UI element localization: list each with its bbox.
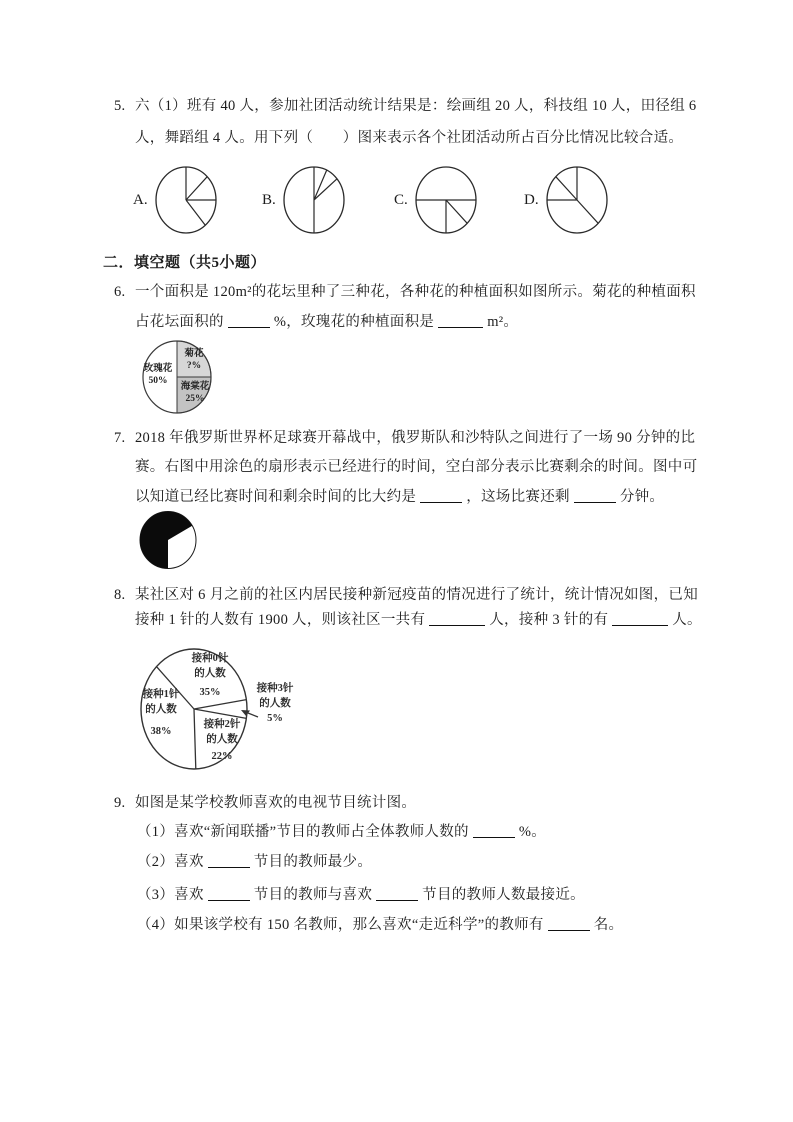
option-a bbox=[133, 163, 218, 237]
question-5-text-1: 六（1）班有 40 人，参加社团活动统计结果是：绘画组 20 人，科技组 10 人，田径组 6 bbox=[135, 98, 697, 114]
q6-label-begonia: 海棠花 25% bbox=[180, 382, 210, 404]
answer-blank bbox=[420, 489, 462, 503]
pie-option-d-icon bbox=[545, 163, 609, 237]
answer-blank bbox=[376, 887, 418, 901]
question-8-text-1: 某社区对 6 月之前的社区内居民接种新冠疫苗的情况进行了统计，统计情况如图，已知 bbox=[135, 587, 698, 603]
option-c-label: C. bbox=[394, 191, 408, 208]
q7-pie-chart bbox=[138, 510, 200, 572]
pie-option-c-icon bbox=[414, 163, 478, 237]
question-9-sub-3 bbox=[137, 883, 585, 904]
question-9-sub-4-text-a: （4）如果该学校有 150 名教师，那么喜欢“走近科学”的教师有 bbox=[137, 917, 544, 933]
question-7-text-3a: 以知道已经比赛时间和剩余时间的比大约是 bbox=[135, 489, 417, 505]
q8-label-2-doses: 接种2针 的人数 22% bbox=[203, 719, 241, 762]
option-d bbox=[524, 163, 609, 237]
option-c bbox=[394, 163, 478, 237]
question-6-text-2c: m²。 bbox=[487, 314, 519, 330]
question-5-line-2 bbox=[135, 126, 683, 147]
question-7-line-2 bbox=[135, 455, 697, 476]
option-a-label: A. bbox=[133, 191, 148, 208]
question-9-sub-3-text-a: （3）喜欢 bbox=[137, 887, 204, 903]
question-9-sub-2-text-b: 节目的教师最少。 bbox=[253, 854, 373, 870]
question-9-sub-1 bbox=[137, 820, 546, 841]
question-9-sub-3-text-b: 节目的教师与喜欢 bbox=[253, 887, 373, 903]
question-6-number: 6. bbox=[114, 284, 126, 300]
option-b-label: B. bbox=[262, 191, 276, 208]
pie-option-b-icon bbox=[282, 163, 346, 237]
question-5-text-2: 人，舞蹈组 4 人。用下列（ ）图来表示各个社团活动所占百分比情况比较合适。 bbox=[135, 130, 684, 146]
question-8-text-2b: 人，接种 3 针的有 bbox=[489, 612, 609, 628]
question-6-text-2a: 占花坛面积的 bbox=[135, 314, 224, 330]
question-9-sub-1-text-a: （1）喜欢“新闻联播”节目的教师占全体教师人数的 bbox=[137, 824, 469, 840]
option-d-label: D. bbox=[524, 191, 539, 208]
question-7-text-1: 2018 年俄罗斯世界杯足球赛开幕战中，俄罗斯队和沙特队之间进行了一场 90 分钟的比 bbox=[135, 430, 696, 446]
question-7-line-3 bbox=[135, 485, 664, 506]
question-7-text-3c: 分钟。 bbox=[619, 489, 665, 505]
answer-blank bbox=[473, 824, 515, 838]
option-b bbox=[262, 163, 346, 237]
question-7-number: 7. bbox=[114, 430, 126, 446]
question-8-text-2a: 接种 1 针的人数有 1900 人，则该社区一共有 bbox=[135, 612, 426, 628]
q8-vaccine-pie-figure bbox=[120, 645, 335, 780]
question-7-text-3b: ，这场比赛还剩 bbox=[466, 489, 570, 505]
question-6-text-1: 一个面积是 120m²的花坛里种了三种花，各种花的种植面积如图所示。菊花的种植面积 bbox=[135, 284, 696, 300]
question-5-line-1 bbox=[114, 94, 696, 115]
question-9-sub-2 bbox=[137, 850, 372, 871]
q8-label-1-dose: 接种1针 的人数 38% bbox=[142, 689, 180, 737]
question-6-line-2 bbox=[135, 310, 518, 331]
question-9-number: 9. bbox=[114, 795, 126, 811]
question-9-sub-4 bbox=[137, 913, 623, 934]
question-8-text-2c: 人。 bbox=[672, 612, 702, 628]
question-8-line-1 bbox=[114, 583, 698, 604]
answer-blank bbox=[574, 489, 616, 503]
q8-label-3-doses: 接种3针 的人数 5% bbox=[256, 683, 294, 724]
question-6-line-1 bbox=[114, 280, 696, 301]
question-9-intro: 如图是某学校教师喜欢的电视节目统计图。 bbox=[135, 795, 417, 811]
q8-label-0-doses: 接种0针 的人数 35% bbox=[191, 653, 229, 698]
q7-time-pie-figure bbox=[138, 510, 200, 572]
question-7-text-2: 赛。右图中用涂色的扇形表示已经进行的时间，空白部分表示比赛剩余的时间。图中可 bbox=[135, 459, 698, 475]
answer-blank bbox=[438, 314, 483, 328]
answer-blank bbox=[208, 887, 250, 901]
question-9-sub-3-text-c: 节目的教师人数最接近。 bbox=[422, 887, 585, 903]
question-5-number: 5. bbox=[114, 98, 126, 114]
q6-label-chrysanthemum: 菊花 ?% bbox=[184, 349, 204, 371]
question-9-line-1 bbox=[114, 791, 416, 812]
q6-flower-pie-figure bbox=[138, 338, 218, 418]
question-9-sub-4-text-b: 名。 bbox=[593, 917, 624, 933]
answer-blank bbox=[228, 314, 270, 328]
answer-blank bbox=[429, 612, 485, 626]
question-6-text-2b: %，玫瑰花的种植面积是 bbox=[273, 314, 435, 330]
question-7-line-1 bbox=[114, 426, 695, 447]
question-8-line-2 bbox=[135, 608, 702, 629]
pie-option-a-icon bbox=[154, 163, 218, 237]
section-2-header: 二．填空题（共5小题） bbox=[103, 255, 267, 271]
question-9-sub-1-text-b: %。 bbox=[518, 824, 547, 840]
answer-blank bbox=[548, 917, 590, 931]
question-9-sub-2-text-a: （2）喜欢 bbox=[137, 854, 204, 870]
q6-label-rose: 玫瑰花 50% bbox=[143, 364, 173, 386]
answer-blank bbox=[208, 854, 250, 868]
question-8-number: 8. bbox=[114, 587, 126, 603]
answer-blank bbox=[612, 612, 668, 626]
